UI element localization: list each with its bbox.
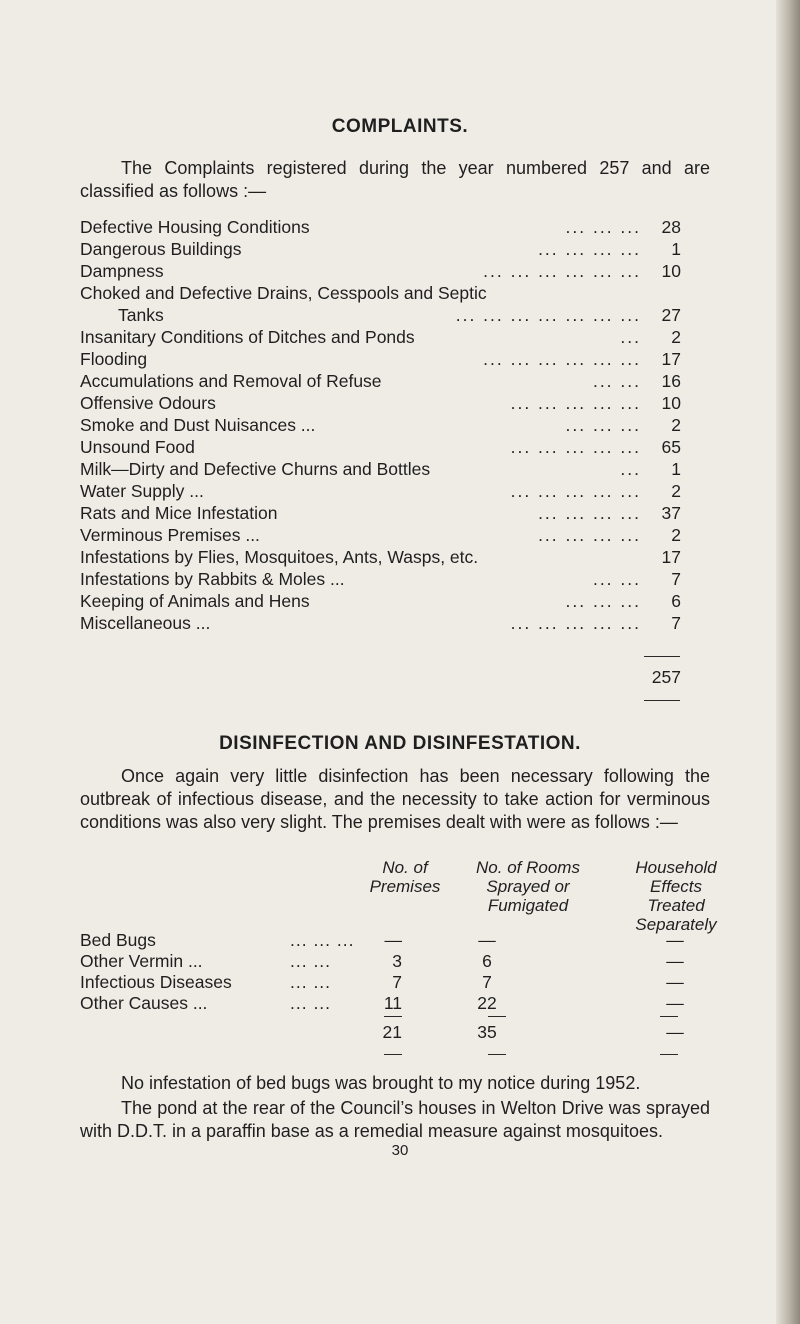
disinfection-intro: Once again very little disinfection has been necessary following the outbreak of infectious disease, and the necessity to take action for verminous conditions was also very slight. The premises dealt with were as follows :— bbox=[80, 766, 710, 832]
complaint-row bbox=[80, 348, 681, 370]
dot-leader: ... ... ... ... bbox=[538, 525, 641, 545]
complaint-label: Unsound Food bbox=[80, 437, 195, 457]
rooms-value: 7 bbox=[482, 972, 492, 992]
effects-value: — bbox=[666, 930, 684, 950]
rooms-value: — bbox=[478, 930, 496, 950]
complaint-label: Infestations by Rabbits & Moles ... bbox=[80, 569, 345, 589]
complaint-row bbox=[80, 216, 681, 238]
complaint-label: Miscellaneous ... bbox=[80, 613, 211, 633]
col-effects-header: Household Effects Treated Separately bbox=[635, 858, 717, 934]
dot-leader: ... ... ... ... ... bbox=[510, 393, 641, 413]
complaint-label: Water Supply ... bbox=[80, 481, 204, 501]
complaint-label: Keeping of Animals and Hens bbox=[80, 591, 310, 611]
dot-leader: ... ... bbox=[290, 993, 332, 1013]
col-premises-header: No. of Premises bbox=[369, 858, 441, 896]
complaint-row bbox=[80, 326, 681, 348]
complaints-heading: COMPLAINTS. bbox=[331, 116, 469, 137]
dot-leader: ... ... ... bbox=[565, 591, 641, 611]
dot-leader: ... ... bbox=[592, 569, 641, 589]
complaint-row bbox=[80, 480, 681, 502]
complaint-count: 7 bbox=[671, 569, 681, 589]
dot-leader: ... ... ... ... ... ... ... bbox=[455, 305, 641, 325]
dot-leader: ... ... ... ... ... ... bbox=[483, 349, 641, 369]
complaint-row bbox=[80, 414, 681, 436]
complaint-count: 2 bbox=[671, 481, 681, 501]
complaint-count: 65 bbox=[661, 437, 681, 457]
complaint-row bbox=[80, 370, 681, 392]
complaint-label: Tanks bbox=[118, 305, 164, 325]
complaint-label: Defective Housing Conditions bbox=[80, 217, 310, 237]
complaint-label: Milk—Dirty and Defective Churns and Bottles bbox=[80, 459, 431, 479]
total-premises: 21 bbox=[382, 1022, 402, 1042]
total-rooms: 35 bbox=[477, 1022, 497, 1042]
complaint-count: 16 bbox=[661, 371, 681, 391]
complaint-count: 2 bbox=[671, 415, 681, 435]
premises-value: 7 bbox=[392, 972, 402, 992]
effects-rule-top bbox=[660, 1016, 678, 1017]
table-row bbox=[80, 930, 720, 951]
complaints-total: 257 bbox=[651, 667, 681, 687]
dot-leader: ... ... ... ... ... bbox=[510, 481, 641, 501]
total-rule-top bbox=[644, 656, 680, 657]
complaint-row bbox=[80, 282, 681, 304]
effects-value: — bbox=[666, 972, 684, 992]
complaint-label: Flooding bbox=[80, 349, 148, 369]
complaint-count: 17 bbox=[661, 349, 681, 369]
premises-value: 3 bbox=[392, 951, 402, 971]
complaint-row bbox=[80, 502, 681, 524]
dot-leader: ... ... ... bbox=[565, 217, 641, 237]
complaint-count: 2 bbox=[671, 327, 681, 347]
col-rooms-header: No. of Rooms Sprayed or Fumigated bbox=[476, 858, 580, 915]
complaint-row bbox=[80, 524, 681, 546]
complaint-count: 27 bbox=[661, 305, 681, 325]
row-label: Infectious Diseases bbox=[80, 972, 232, 992]
complaints-intro: The Complaints registered during the year numbered 257 and are classified as follows :— bbox=[80, 158, 710, 201]
dot-leader: ... ... ... ... ... ... bbox=[483, 261, 641, 281]
rooms-rule-bottom bbox=[488, 1054, 506, 1055]
rooms-value: 6 bbox=[482, 951, 492, 971]
table-row bbox=[80, 993, 720, 1014]
premises-rule-bottom bbox=[384, 1054, 402, 1055]
disinfection-totals-row bbox=[80, 1022, 720, 1043]
page-number: 30 bbox=[391, 1142, 409, 1159]
table-row bbox=[80, 972, 720, 993]
premises-value: — bbox=[384, 930, 402, 950]
complaint-row bbox=[80, 436, 681, 458]
complaint-count: 7 bbox=[671, 613, 681, 633]
premises-rule-top bbox=[384, 1016, 402, 1017]
complaint-count: 1 bbox=[671, 239, 681, 259]
row-label: Bed Bugs bbox=[80, 930, 156, 950]
effects-value: — bbox=[666, 993, 684, 1013]
dot-leader: ... ... ... ... ... bbox=[510, 613, 641, 633]
complaint-count: 28 bbox=[661, 217, 681, 237]
complaint-row bbox=[80, 568, 681, 590]
dot-leader: ... ... ... bbox=[290, 930, 355, 950]
page-binding-edge bbox=[776, 0, 800, 1324]
effects-rule-bottom bbox=[660, 1054, 678, 1055]
complaint-count: 1 bbox=[671, 459, 681, 479]
total-rule-bottom bbox=[644, 700, 680, 701]
complaint-label: Infestations by Flies, Mosquitoes, Ants, Wasps, etc. bbox=[80, 547, 479, 567]
complaint-row bbox=[80, 392, 681, 414]
rooms-rule-top bbox=[488, 1016, 506, 1017]
complaint-label: Choked and Defective Drains, Cesspools and Septic bbox=[80, 283, 487, 303]
effects-value: — bbox=[666, 951, 684, 971]
complaint-count: 10 bbox=[661, 393, 681, 413]
complaint-label: Insanitary Conditions of Ditches and Ponds bbox=[80, 327, 415, 347]
dot-leader: ... ... ... ... bbox=[538, 503, 641, 523]
complaint-row bbox=[80, 612, 681, 634]
dot-leader: ... ... ... bbox=[565, 415, 641, 435]
complaint-row bbox=[80, 304, 681, 326]
complaint-label: Offensive Odours bbox=[80, 393, 216, 413]
dot-leader: ... ... ... ... bbox=[538, 239, 641, 259]
note-bed-bugs: No infestation of bed bugs was brought to my notice during 1952. bbox=[121, 1073, 641, 1093]
total-effects: — bbox=[666, 1022, 684, 1042]
dot-leader: ... ... ... ... ... bbox=[510, 437, 641, 457]
complaint-row bbox=[80, 238, 681, 260]
complaint-row bbox=[80, 458, 681, 480]
row-label: Other Vermin ... bbox=[80, 951, 203, 971]
complaint-label: Accumulations and Removal of Refuse bbox=[80, 371, 382, 391]
disinfection-heading: DISINFECTION AND DISINFESTATION. bbox=[219, 733, 581, 754]
complaint-row bbox=[80, 260, 681, 282]
dot-leader: ... bbox=[620, 459, 641, 479]
dot-leader: ... ... bbox=[592, 371, 641, 391]
dot-leader: ... ... bbox=[290, 951, 332, 971]
complaint-count: 10 bbox=[661, 261, 681, 281]
complaint-row bbox=[80, 546, 681, 568]
dot-leader: ... ... bbox=[290, 972, 332, 992]
complaint-count: 6 bbox=[671, 591, 681, 611]
complaint-row bbox=[80, 590, 681, 612]
premises-value: 11 bbox=[383, 993, 402, 1013]
note-pond: The pond at the rear of the Council’s houses in Welton Drive was sprayed with D.D.T. in a paraffin base as a remedial measure against mosquitoes. bbox=[80, 1098, 710, 1141]
dot-leader: ... bbox=[620, 327, 641, 347]
complaint-label: Verminous Premises ... bbox=[80, 525, 260, 545]
complaint-label: Dampness bbox=[80, 261, 164, 281]
complaint-count: 37 bbox=[661, 503, 681, 523]
complaint-label: Dangerous Buildings bbox=[80, 239, 242, 259]
complaint-label: Rats and Mice Infestation bbox=[80, 503, 278, 523]
table-row bbox=[80, 951, 720, 972]
complaint-count: 2 bbox=[671, 525, 681, 545]
rooms-value: 22 bbox=[477, 993, 497, 1013]
complaint-label: Smoke and Dust Nuisances ... bbox=[80, 415, 316, 435]
complaint-count: 17 bbox=[661, 547, 681, 567]
row-label: Other Causes ... bbox=[80, 993, 208, 1013]
